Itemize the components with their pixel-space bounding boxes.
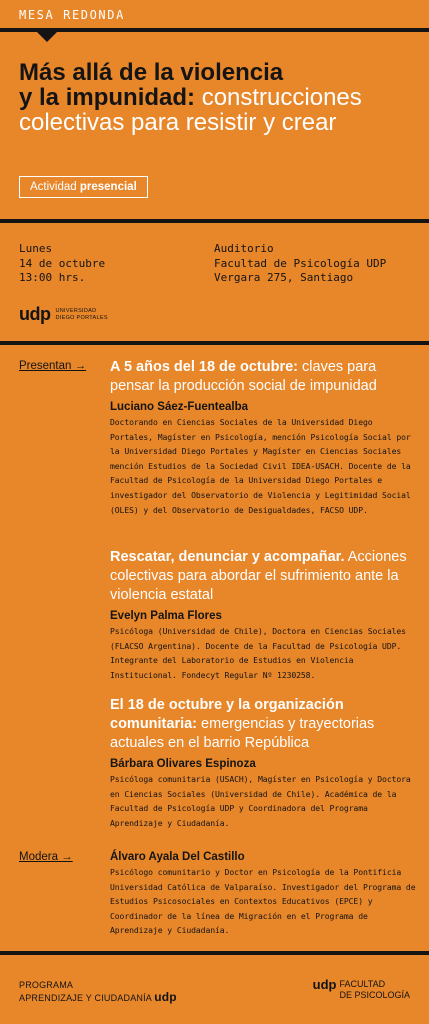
talk-2-title [110, 548, 420, 605]
badge-prefix: Actividad [30, 181, 77, 193]
badge-mode: presencial [79, 181, 137, 193]
event-venue: Auditorio [214, 242, 274, 255]
event-address: Vergara 275, Santiago [214, 271, 354, 284]
moderator-name: Álvaro Ayala Del Castillo [110, 851, 245, 863]
talk-2 [110, 548, 420, 682]
talk-1-bio: Doctorando en Ciencias Sociales de la Universidad Diego Portales, Magíster en Psicología, mención Psicología Social por la Universidad Diego Portales y Magíster en Ciencias Sociales mención Estudios de la Sociedad Civil IDEA-USACH. Docente de la Facultad de Psicología de la Universidad Diego Portales e investigador del Observatorio de Violencia y Legitimidad Social (OLES) y del Observatorio de Desigualdades, FACSO UDP. [110, 417, 411, 515]
title-line2-light: construcciones [201, 84, 362, 111]
title-line2-bold: y la impunidad: [19, 84, 196, 111]
faculty-logo [313, 979, 410, 1001]
talk-3-title-bold: El 18 de octubre y la organización comunitaria: [110, 697, 344, 732]
program-logo [19, 979, 177, 1004]
talk-3-title [110, 696, 420, 753]
talk-3-title-rest: emergencias y trayectorias actuales en el barrio República [110, 716, 375, 751]
talk-1-title-rest: claves para pensar la producción social de impunidad [110, 359, 377, 394]
talk-3-bio: Psicóloga comunitaria (USACH), Magíster en Psicología y Doctora en Ciencias Sociales (Universidad de Chile). Académica de la Facultad de Psicología UDP y Coordinadora del Programa Aprendizaje y Ciudadanía. [110, 774, 411, 828]
moderator [110, 846, 420, 938]
title-line3: colectivas para resistir y crear [19, 109, 337, 136]
event-date: 14 de octubre [19, 256, 106, 270]
program-udp-mark: udp [154, 990, 177, 1004]
talk-3-speaker: Bárbara Olivares Espinoza [110, 758, 256, 770]
faculty-line2: DE PSICOLOGÍA [339, 990, 410, 1000]
moderator-label: Modera → [19, 851, 73, 863]
moderator-bio: Psicólogo comunitario y Doctor en Psicología de la Pontificia Universidad Católica de Valparaíso. Investigador del Programa de Estudios Psicosociales en Contextos Educativos (EPCE) y Coordinador de la línea de Migración en el Programa de Aprendizaje y Ciudadanía. [110, 867, 416, 936]
udp-logo-text [56, 308, 108, 321]
title-line1: Más allá de la violencia [19, 59, 284, 86]
talk-2-bio: Psicóloga (Universidad de Chile), Doctora en Ciencias Sociales (FLACSO Argentina). Docente de la Facultad de Psicología UDP. Integrante del Laboratorio de Estudios en Violencia Institucional. Fondecyt Regular Nº 1230258. [110, 626, 406, 680]
event-day: Lunes [19, 242, 53, 255]
talk-2-speaker: Evelyn Palma Flores [110, 610, 222, 622]
udp-logo-mark: udp [19, 304, 51, 324]
event-title [19, 60, 419, 135]
talk-2-title-rest: Acciones colectivas para abordar el sufrimiento ante la violencia estatal [110, 549, 407, 603]
top-divider [0, 28, 429, 32]
faculty-line1: FACULTAD [339, 979, 386, 989]
talk-2-title-bold: Rescatar, denunciar y acompañar. [110, 549, 345, 565]
footer-divider [0, 951, 429, 955]
presenters-label: Presentan → [19, 360, 87, 372]
faculty-udp-mark: udp [312, 977, 337, 992]
event-where [214, 242, 386, 286]
udp-logo [19, 304, 108, 325]
header-notch-decoration [36, 31, 58, 42]
talk-1-title [110, 358, 420, 396]
talk-3 [110, 696, 420, 830]
event-faculty: Facultad de Psicología UDP [214, 256, 387, 270]
program-line2: APRENDIZAJE Y CIUDADANÍA [19, 993, 152, 1003]
udp-logo-line1: UNIVERSIDAD [55, 308, 97, 314]
info-divider [0, 219, 429, 223]
talk-1-speaker: Luciano Sáez-Fuentealba [110, 401, 249, 413]
talk-1-title-bold: A 5 años del 18 de octubre: [110, 359, 299, 375]
program-divider [0, 341, 429, 345]
faculty-logo-text [339, 979, 410, 1001]
attendance-badge [19, 176, 148, 198]
talk-1 [110, 358, 420, 517]
event-time: 13:00 hrs. [19, 271, 86, 284]
udp-logo-line2: DIEGO PORTALES [55, 314, 108, 321]
event-type-label: MESA REDONDA [19, 8, 125, 22]
event-when [19, 242, 105, 286]
program-line1: PROGRAMA [19, 980, 74, 990]
